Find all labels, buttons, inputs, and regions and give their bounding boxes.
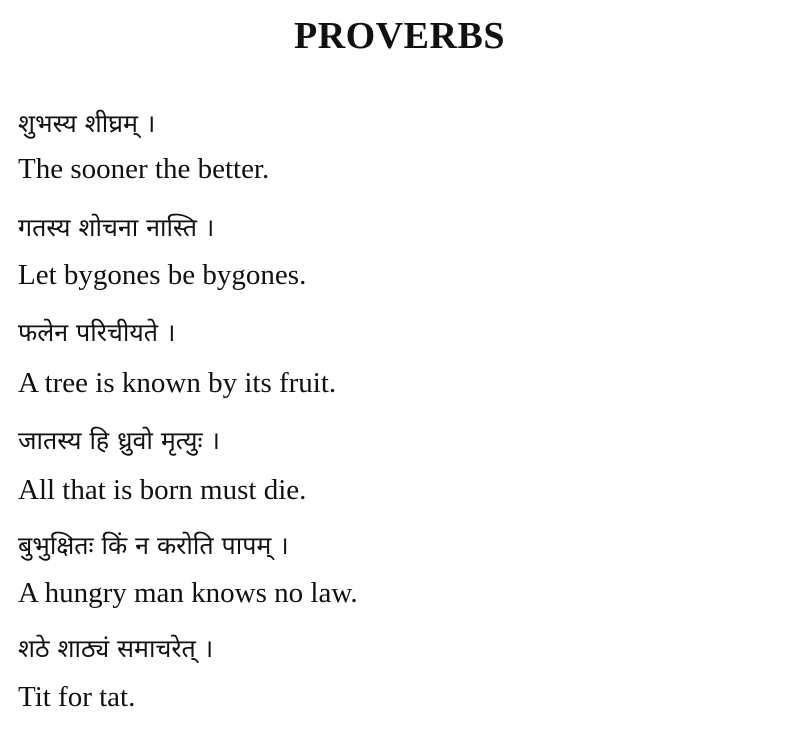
proverb-sanskrit: बुभुक्षितः किं न करोति पापम् ।	[18, 531, 289, 560]
proverb-sanskrit: शठे शाठ्यं समाचरेत् ।	[18, 634, 214, 663]
proverb-english: All that is born must die.	[18, 474, 307, 506]
proverb-sanskrit: गतस्य शोचना नास्ति ।	[18, 213, 215, 242]
proverb-sanskrit: जातस्य हि ध्रुवो मृत्युः ।	[18, 426, 221, 455]
proverb-english: The sooner the better.	[18, 153, 270, 185]
proverb-sanskrit: शुभस्य शीघ्रम् ।	[18, 109, 156, 138]
proverb-sanskrit: फलेन परिचीयते ।	[18, 318, 176, 347]
page-title: PROVERBS	[294, 15, 505, 57]
proverb-english: Let bygones be bygones.	[18, 259, 307, 291]
proverb-english: A tree is known by its fruit.	[18, 367, 337, 399]
proverb-english: Tit for tat.	[18, 681, 136, 713]
proverb-english: A hungry man knows no law.	[18, 577, 358, 609]
